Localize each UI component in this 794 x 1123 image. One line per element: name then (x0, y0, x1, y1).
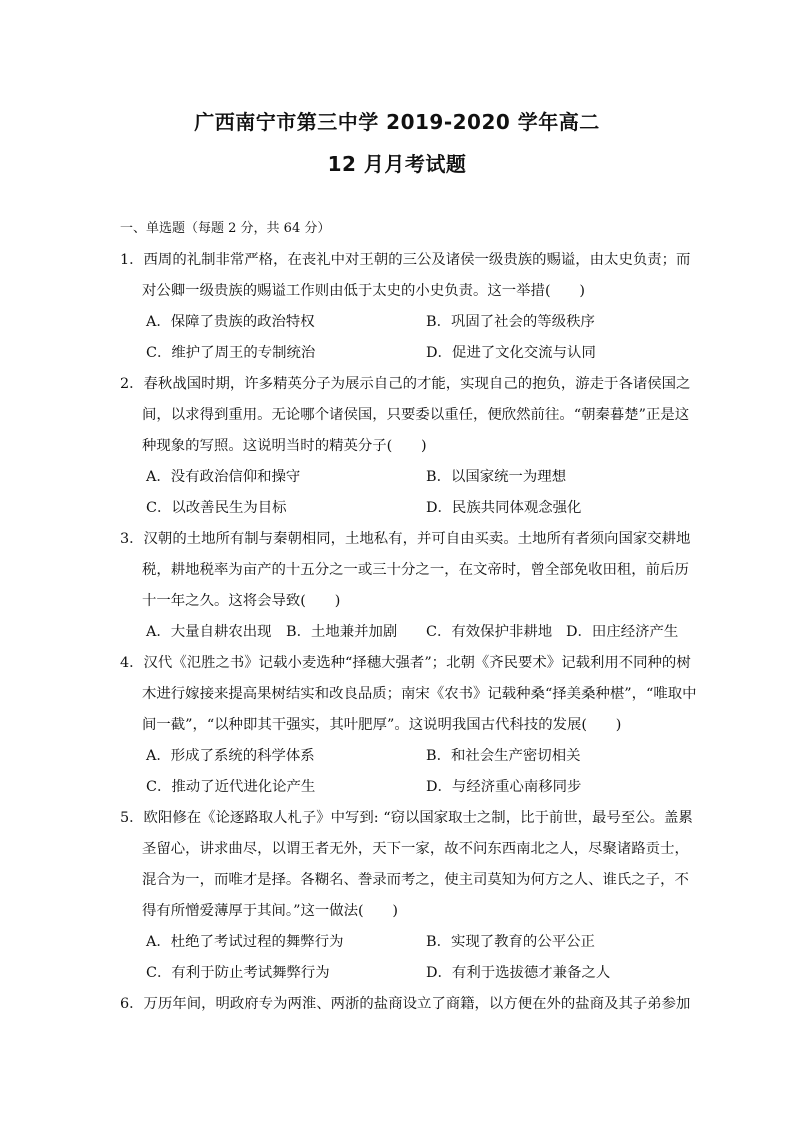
answer-options (120, 462, 680, 524)
question-1 (120, 245, 691, 369)
answer-option: A．大量自耕农出现 (146, 624, 272, 640)
question-text-line: 得有所憎爱薄厚于其间。”这一做法( ) (142, 903, 399, 919)
question-text-line: 税，耕地税率为亩产的十五分之一或三十分之一，在文帝时，曾全部免收田租，前后历 (142, 562, 689, 578)
answer-option: C．推动了近代进化论产生 (146, 779, 316, 795)
question-text-line: 十一年之久。这将会导致( ) (142, 593, 341, 609)
answer-option: A．保障了贵族的政治特权 (146, 314, 315, 330)
answer-option: A．杜绝了考试过程的舞弊行为 (146, 934, 344, 950)
question-text-line: 1．西周的礼制非常严格，在丧礼中对王朝的三公及诸侯一级贵族的赐谥，由太史负责；而 (120, 252, 691, 268)
question-3 (120, 524, 691, 648)
page-title: 广西南宁市第三中学 2019-2020 学年高二 (194, 110, 600, 134)
answer-option: D．与经济重心南移同步 (426, 779, 582, 795)
answer-option: B．土地兼并加剧 (286, 624, 398, 640)
answer-option: D．有利于选拔德才兼备之人 (426, 965, 611, 981)
question-6 (120, 989, 691, 1020)
question-text-line: 间一截”，“以种即其干强实，其叶肥厚”。这说明我国古代科技的发展( ) (142, 717, 622, 733)
answer-options (120, 927, 680, 989)
question-text-line: 对公卿一级贵族的赐谥工作则由低于太史的小史负责。这一举措( ) (142, 283, 585, 299)
answer-option: B．和社会生产密切相关 (426, 748, 581, 764)
question-text-line: 间，以求得到重用。无论哪个诸侯国，只要委以重任，便欣然前往。“朝秦暮楚”正是这 (142, 407, 690, 423)
answer-option: D．民族共同体观念强化 (426, 500, 582, 516)
answer-option: B．实现了教育的公平公正 (426, 934, 595, 950)
answer-option: C．以改善民生为目标 (146, 500, 287, 516)
answer-options (120, 741, 680, 803)
page-subtitle: 12 月月考试题 (327, 152, 467, 176)
question-4 (120, 648, 697, 803)
answer-option: B．巩固了社会的等级秩序 (426, 314, 595, 330)
answer-option: C．维护了周王的专制统治 (146, 345, 316, 361)
answer-option: D．促进了文化交流与认同 (426, 345, 596, 361)
answer-options (120, 617, 680, 648)
question-text-line: 种现象的写照。这说明当时的精英分子( ) (142, 438, 427, 454)
question-text-line: 木进行嫁接来提高果树结实和改良品质；南宋《农书》记载种桑“择美桑种椹”，“唯取中 (142, 686, 697, 702)
question-text-line: 4．汉代《氾胜之书》记载小麦选种“择穗大强者”；北朝《齐民要术》记载利用不同种的树 (120, 655, 691, 671)
answer-option: C．有效保护非耕地 (426, 624, 553, 640)
question-text-line: 2．春秋战国时期，许多精英分子为展示自己的才能，实现自己的抱负，游走于各诸侯国之 (120, 376, 691, 392)
question-text-line: 3．汉朝的土地所有制与秦朝相同，土地私有，并可自由买卖。土地所有者须向国家交耕地 (120, 531, 691, 547)
answer-options (120, 307, 680, 369)
question-text-line: 圣留心，讲求曲尽，以谓王者无外，天下一家，故不问东西南北之人，尽聚诸路贡士， (142, 841, 689, 857)
answer-option: A．没有政治信仰和操守 (146, 469, 301, 485)
answer-option: C．有利于防止考试舞弊行为 (146, 965, 330, 981)
answer-option: D．田庄经济产生 (566, 624, 679, 640)
question-text-line: 5．欧阳修在《论逐路取人札子》中写到: “窃以国家取士之制，比于前世，最号至公。盖累 (120, 810, 693, 826)
answer-option: B．以国家统一为理想 (426, 469, 567, 485)
question-text-line: 混合为一，而唯才是择。各糊名、誊录而考之，使主司莫知为何方之人、谁氏之子，不 (142, 872, 689, 888)
section-heading: 一、单选题（每题 2 分，共 64 分） (120, 221, 331, 236)
question-2 (120, 369, 691, 524)
question-list (120, 245, 697, 1020)
question-text-line: 6．万历年间，明政府专为两淮、两浙的盐商设立了商籍，以方便在外的盐商及其子弟参加 (120, 996, 691, 1012)
answer-option: A．形成了系统的科学体系 (146, 748, 315, 764)
question-5 (120, 803, 693, 989)
